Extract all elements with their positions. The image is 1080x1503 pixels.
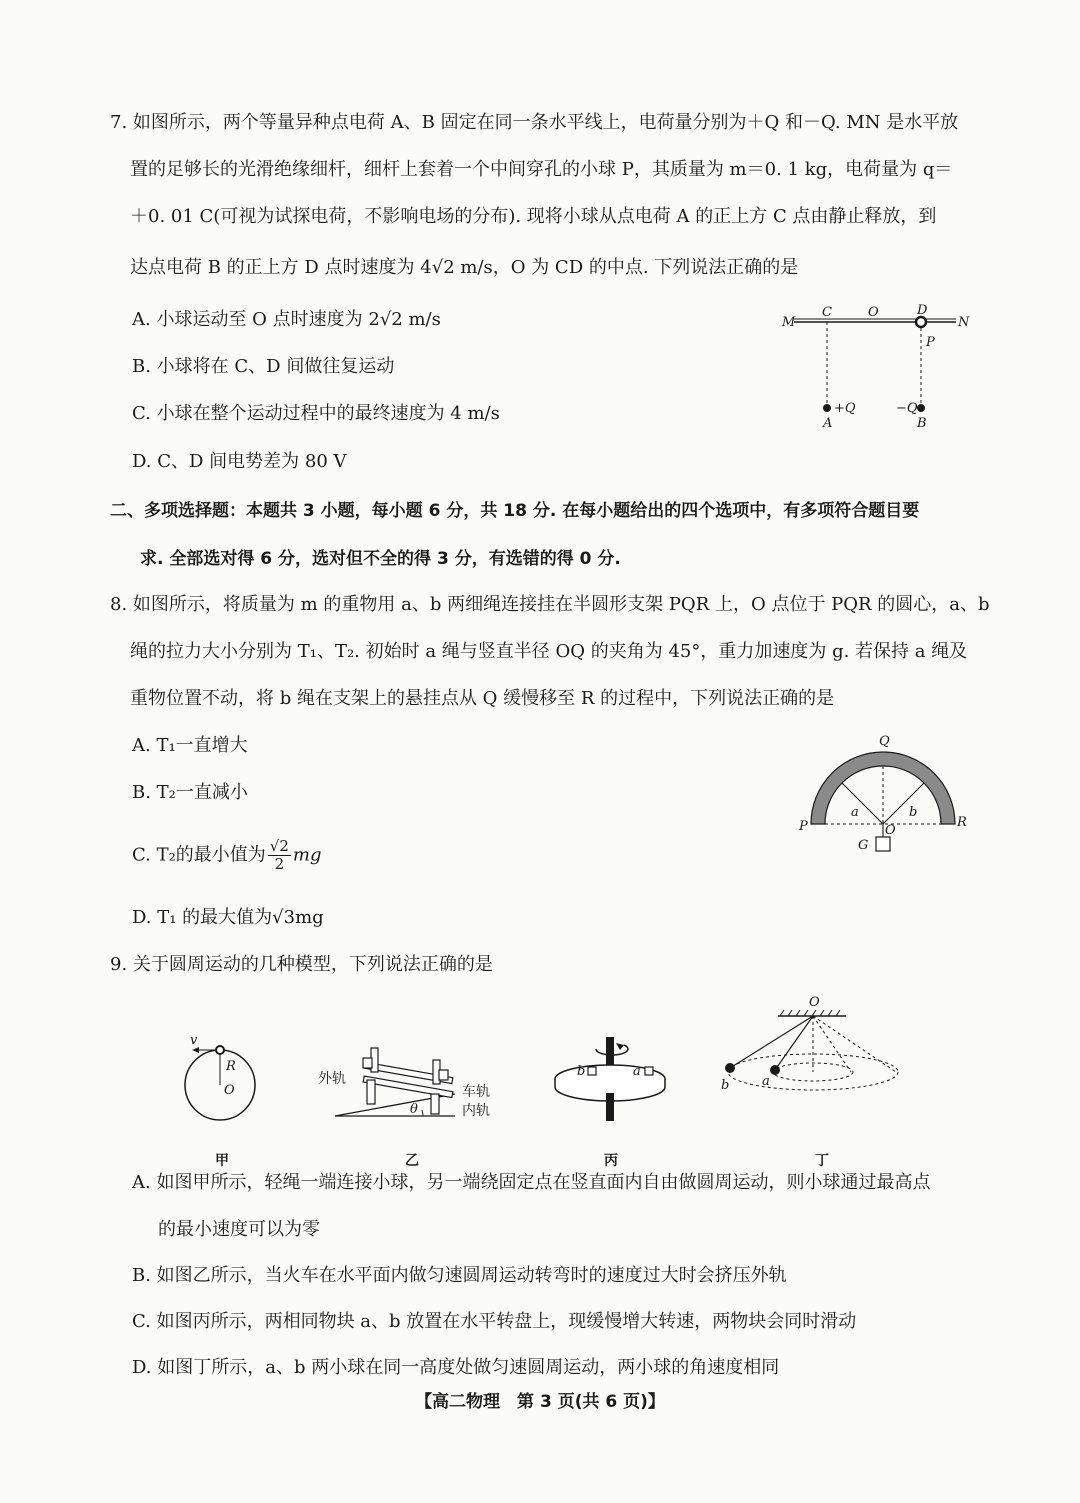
q8-label-r: R xyxy=(957,815,967,830)
q9-option-d: D. 如图丁所示，a、b 两小球在同一高度处做匀速圆周运动，两小球的角速度相同 xyxy=(132,1357,780,1378)
q7-stem-line-4: 达点电荷 B 的正上方 D 点时速度为 4√2 m/s，O 为 CD 的中点. 下列说法正确的是 xyxy=(130,257,799,278)
q9-jia-label-o: O xyxy=(224,1083,235,1098)
q9-option-b: B. 如图乙所示，当火车在水平面内做匀速圆周运动转弯时的速度过大时会挤压外轨 xyxy=(132,1265,787,1286)
q7-figure-charges-rod xyxy=(780,300,980,435)
q7-option-c: C. 小球在整个运动过程中的最终速度为 4 m/s xyxy=(132,403,500,424)
section-2-heading-line-2: 求. 全部选对得 6 分，选对但不全的得 3 分，有选错的得 0 分. xyxy=(140,549,621,569)
q9-yi-label-outer-rail: 外轨 xyxy=(318,1071,346,1087)
q9-caption-jia: 甲 xyxy=(215,1153,229,1169)
section-2-heading-line-1: 二、多项选择题：本题共 3 小题，每小题 6 分，共 18 分. 在每小题给出的四个选项中，有多项符合题目要 xyxy=(110,501,920,521)
q8-fraction-denominator: 2 xyxy=(274,855,285,873)
q8-option-d: D. T₁ 的最大值为√3mg xyxy=(132,907,324,928)
q9-caption-bing: 丙 xyxy=(604,1153,618,1169)
q8-option-c-prefix: C. T₂的最小值为 xyxy=(132,844,266,866)
q7-label-a: A xyxy=(823,416,833,431)
q7-label-o: O xyxy=(868,305,879,320)
q9-figure-bing-turntable xyxy=(550,1035,670,1125)
q7-label-m: M xyxy=(782,315,796,330)
q9-yi-label-theta: θ xyxy=(410,1102,418,1117)
q8-option-b: B. T₂一直减小 xyxy=(132,782,248,803)
q9-yi-label-car-rail: 车轨 xyxy=(462,1084,490,1100)
q8-label-g: G xyxy=(858,838,869,853)
q7-option-b: B. 小球将在 C、D 间做往复运动 xyxy=(132,356,395,377)
q7-label-n: N xyxy=(958,315,970,330)
q8-option-c-fraction xyxy=(268,838,291,873)
q8-option-c-suffix: mg xyxy=(292,844,322,866)
q9-jia-label-v: v xyxy=(190,1033,198,1048)
q7-option-a: A. 小球运动至 O 点时速度为 2√2 m/s xyxy=(132,309,441,330)
q7-label-minus-q: −Q xyxy=(896,401,918,416)
q7-label-plus-q: +Q xyxy=(834,401,856,416)
q8-label-p: P xyxy=(799,819,808,834)
q9-bing-label-a: a xyxy=(633,1064,641,1079)
q9-ding-label-b: b xyxy=(721,1078,730,1093)
q8-label-q: Q xyxy=(879,734,890,749)
q8-figure-semicircle-support xyxy=(795,730,975,860)
q7-label-b: B xyxy=(917,416,927,431)
q9-ding-label-a: a xyxy=(762,1074,770,1089)
q8-label-a: a xyxy=(851,805,859,820)
q9-option-a-line-2: 的最小速度可以为零 xyxy=(158,1219,320,1240)
q7-label-d: D xyxy=(917,303,928,318)
page-footer: 【高二物理 第 3 页(共 6 页)】 xyxy=(415,1392,665,1412)
q9-figure-ding-conical-pendulum xyxy=(718,996,898,1101)
q9-caption-yi: 乙 xyxy=(405,1153,419,1169)
q7-option-d: D. C、D 间电势差为 80 V xyxy=(132,451,347,472)
q8-stem-line-1: 8. 如图所示，将质量为 m 的重物用 a、b 两细绳连接挂在半圆形支架 PQR 上，O 点位于 PQR 的圆心，a、b xyxy=(110,594,990,615)
q9-figure-jia-vertical-circle xyxy=(180,1030,270,1125)
q8-label-b: b xyxy=(909,805,918,820)
q8-stem-line-2: 绳的拉力大小分别为 T₁、T₂. 初始时 a 绳与竖直半径 OQ 的夹角为 45°，重力加速度为 g. 若保持 a 绳及 xyxy=(130,641,968,662)
q9-ding-label-o: O xyxy=(809,995,820,1010)
q8-fraction-numerator: √2 xyxy=(269,837,289,855)
q9-option-a-line-1: A. 如图甲所示，轻绳一端连接小球，另一端绕固定点在竖直面内自由做圆周运动，则小球通过最高点 xyxy=(132,1172,931,1193)
q7-stem-line-2: 置的足够长的光滑绝缘细杆，细杆上套着一个中间穿孔的小球 P，其质量为 m＝0. 1 kg，电荷量为 q＝ xyxy=(130,159,953,180)
q9-bing-label-b: b xyxy=(577,1064,586,1079)
q7-stem-line-3: ＋0. 01 C(可视为试探电荷，不影响电场的分布). 现将小球从点电荷 A 的正上方 C 点由静止释放，到 xyxy=(130,206,937,227)
q9-option-c: C. 如图丙所示，两相同物块 a、b 放置在水平转盘上，现缓慢增大转速，两物块会同时滑动 xyxy=(132,1311,857,1332)
q9-caption-ding: 丁 xyxy=(815,1153,829,1169)
q8-option-a: A. T₁一直增大 xyxy=(132,735,248,756)
q9-jia-label-r: R xyxy=(226,1059,236,1074)
q9-yi-label-inner-rail: 内轨 xyxy=(462,1103,490,1119)
q8-stem-line-3: 重物位置不动，将 b 绳在支架上的悬挂点从 Q 缓慢移至 R 的过程中，下列说法正确的是 xyxy=(130,688,835,709)
q7-label-c: C xyxy=(822,305,832,320)
q7-label-p: P xyxy=(926,335,935,350)
q8-label-o: O xyxy=(885,823,896,838)
q7-stem-line-1: 7. 如图所示，两个等量异种点电荷 A、B 固定在同一条水平线上，电荷量分别为＋Q 和－Q. MN 是水平放 xyxy=(110,112,959,133)
q9-stem: 9. 关于圆周运动的几种模型，下列说法正确的是 xyxy=(110,954,493,975)
q8-option-c xyxy=(132,838,322,873)
